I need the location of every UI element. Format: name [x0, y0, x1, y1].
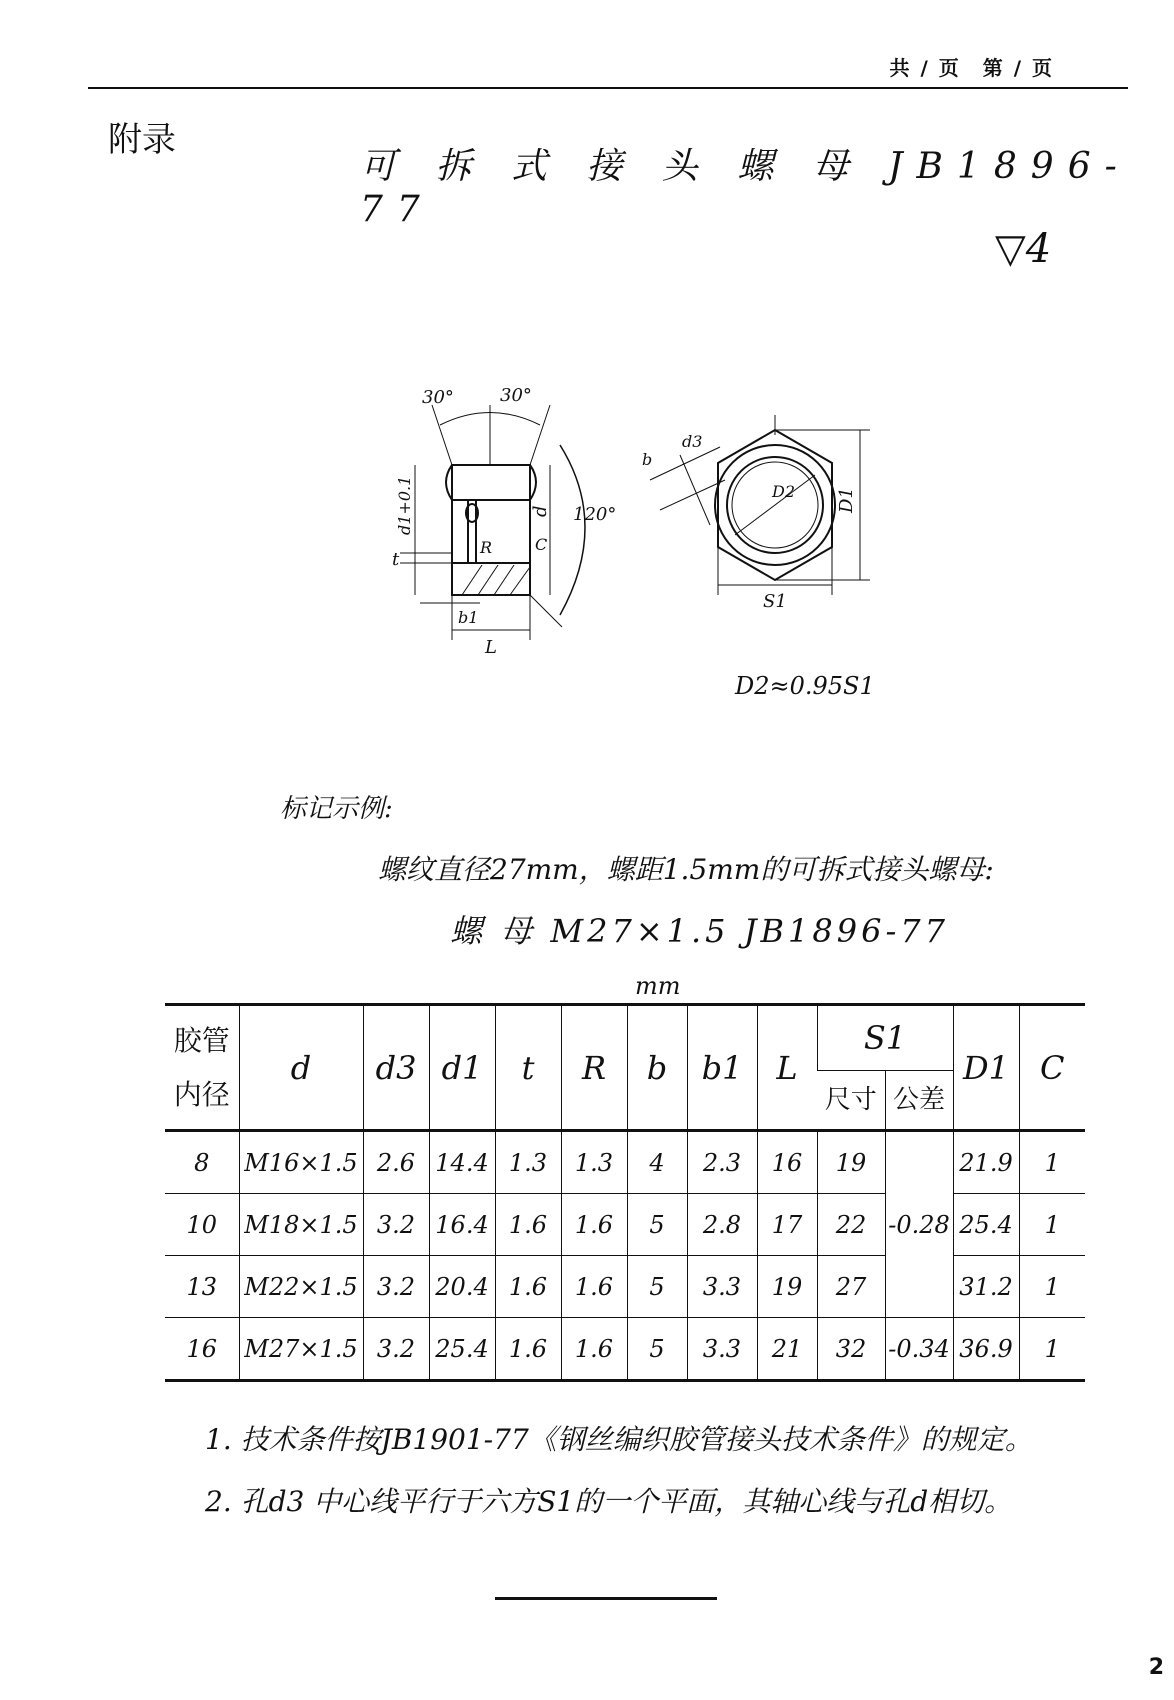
cell-c: 1	[1019, 1131, 1085, 1194]
dim-d3-label: d3	[682, 432, 703, 451]
header-bore-line2: 内径	[173, 1077, 230, 1111]
footer-rule	[495, 1597, 717, 1600]
header-rule	[88, 87, 1128, 89]
cell-s1-size: 22	[817, 1194, 885, 1256]
cell-d: M18×1.5	[239, 1194, 363, 1256]
cell-bore: 16	[165, 1318, 239, 1381]
cell-bore: 8	[165, 1131, 239, 1194]
cell-d1: 25.4	[429, 1318, 495, 1381]
dim-D2-label: D2	[772, 482, 796, 501]
dim-b1-label: b1	[458, 608, 479, 627]
spec-table	[165, 1003, 1085, 1382]
cell-t: 1.3	[495, 1131, 561, 1194]
header-l: L	[757, 1005, 817, 1131]
header-big-d1: D1	[953, 1005, 1019, 1131]
angle-label-right: 30°	[500, 385, 532, 406]
technical-drawing	[380, 385, 920, 675]
dim-b-label: b	[642, 450, 653, 469]
dim-d1-label: d1+0.1	[395, 475, 414, 535]
cell-d3: 2.6	[363, 1131, 429, 1194]
cell-d1: 14.4	[429, 1131, 495, 1194]
header-bore-line1: 胶管	[173, 1023, 230, 1057]
cell-s1-tolerance-group2: -0.34	[885, 1318, 953, 1381]
cell-bore: 10	[165, 1194, 239, 1256]
table-unit: mm	[635, 972, 681, 1000]
dim-d-label: d	[530, 505, 551, 517]
dim-s1-label: S1	[763, 591, 787, 612]
header-t: t	[495, 1005, 561, 1131]
header-r: R	[561, 1005, 627, 1131]
cell-d3: 3.2	[363, 1256, 429, 1318]
table-row	[165, 1318, 1085, 1381]
cell-c: 1	[1019, 1194, 1085, 1256]
cell-r: 1.3	[561, 1131, 627, 1194]
document-title: 可 拆 式 接 头 螺 母 JB1896-77	[360, 146, 1131, 230]
dim-c-label: C	[535, 535, 548, 554]
cell-b1: 2.3	[687, 1131, 757, 1194]
cell-b: 5	[627, 1194, 687, 1256]
page-number: 2	[1148, 1655, 1164, 1680]
cell-c: 1	[1019, 1256, 1085, 1318]
cell-bore: 13	[165, 1256, 239, 1318]
header-s1: S1	[817, 1005, 953, 1071]
cell-d1: 20.4	[429, 1256, 495, 1318]
dim-t-label: t	[392, 549, 400, 570]
header-s1-size: 尺寸	[817, 1071, 885, 1131]
cell-b: 4	[627, 1131, 687, 1194]
cell-r: 1.6	[561, 1318, 627, 1381]
cell-l: 17	[757, 1194, 817, 1256]
header-s1-tolerance: 公差	[885, 1071, 953, 1131]
cell-l: 21	[757, 1318, 817, 1381]
side-view	[400, 405, 585, 640]
cell-d1: 16.4	[429, 1194, 495, 1256]
cell-d3: 3.2	[363, 1194, 429, 1256]
marking-example-code: 螺 母 M27×1.5 JB1896-77	[450, 912, 950, 950]
cell-r: 1.6	[561, 1194, 627, 1256]
cell-d: M27×1.5	[239, 1318, 363, 1381]
header-c: C	[1019, 1005, 1085, 1131]
table-row	[165, 1131, 1085, 1194]
cell-s1-size: 32	[817, 1318, 885, 1381]
cell-l: 19	[757, 1256, 817, 1318]
dim-l-label: L	[485, 637, 497, 658]
angle-label-120: 120°	[573, 504, 617, 525]
page-info: 共 / 页 第 / 页	[889, 56, 1054, 80]
cell-b1: 2.8	[687, 1194, 757, 1256]
cell-r: 1.6	[561, 1256, 627, 1318]
cell-big-d1: 31.2	[953, 1256, 1019, 1318]
cell-d3: 3.2	[363, 1318, 429, 1381]
header-b: b	[627, 1005, 687, 1131]
cell-s1-size: 27	[817, 1256, 885, 1318]
technical-note-1: 1. 技术条件按JB1901-77《钢丝编织胶管接头技术条件》的规定。	[205, 1423, 1033, 1456]
dim-D1-label: D1	[836, 487, 857, 513]
cell-b: 5	[627, 1256, 687, 1318]
header-bore	[165, 1005, 239, 1131]
cell-d: M22×1.5	[239, 1256, 363, 1318]
marking-example-description: 螺纹直径27mm，螺距1.5mm的可拆式接头螺母:	[378, 853, 994, 886]
dim-r-label: R	[480, 538, 493, 557]
header-d3: d3	[363, 1005, 429, 1131]
d2-formula: D2≈0.95S1	[735, 672, 875, 700]
cell-b: 5	[627, 1318, 687, 1381]
header-d1: d1	[429, 1005, 495, 1131]
angle-label-left: 30°	[422, 387, 454, 408]
header-b1: b1	[687, 1005, 757, 1131]
cell-d: M16×1.5	[239, 1131, 363, 1194]
cell-b1: 3.3	[687, 1256, 757, 1318]
cell-c: 1	[1019, 1318, 1085, 1381]
technical-note-2: 2. 孔d3 中心线平行于六方S1的一个平面，其轴心线与孔d相切。	[205, 1485, 1013, 1518]
header-d: d	[239, 1005, 363, 1131]
appendix-label: 附录	[108, 120, 176, 160]
cell-l: 16	[757, 1131, 817, 1194]
cell-t: 1.6	[495, 1256, 561, 1318]
cell-t: 1.6	[495, 1318, 561, 1381]
cell-s1-tolerance-group1: -0.28	[885, 1131, 953, 1318]
marking-example-label: 标记示例:	[280, 794, 393, 824]
cell-big-d1: 36.9	[953, 1318, 1019, 1381]
surface-finish-symbol: ▽4	[995, 226, 1052, 272]
cell-s1-size: 19	[817, 1131, 885, 1194]
cell-t: 1.6	[495, 1194, 561, 1256]
cell-big-d1: 21.9	[953, 1131, 1019, 1194]
cell-big-d1: 25.4	[953, 1194, 1019, 1256]
cell-b1: 3.3	[687, 1318, 757, 1381]
